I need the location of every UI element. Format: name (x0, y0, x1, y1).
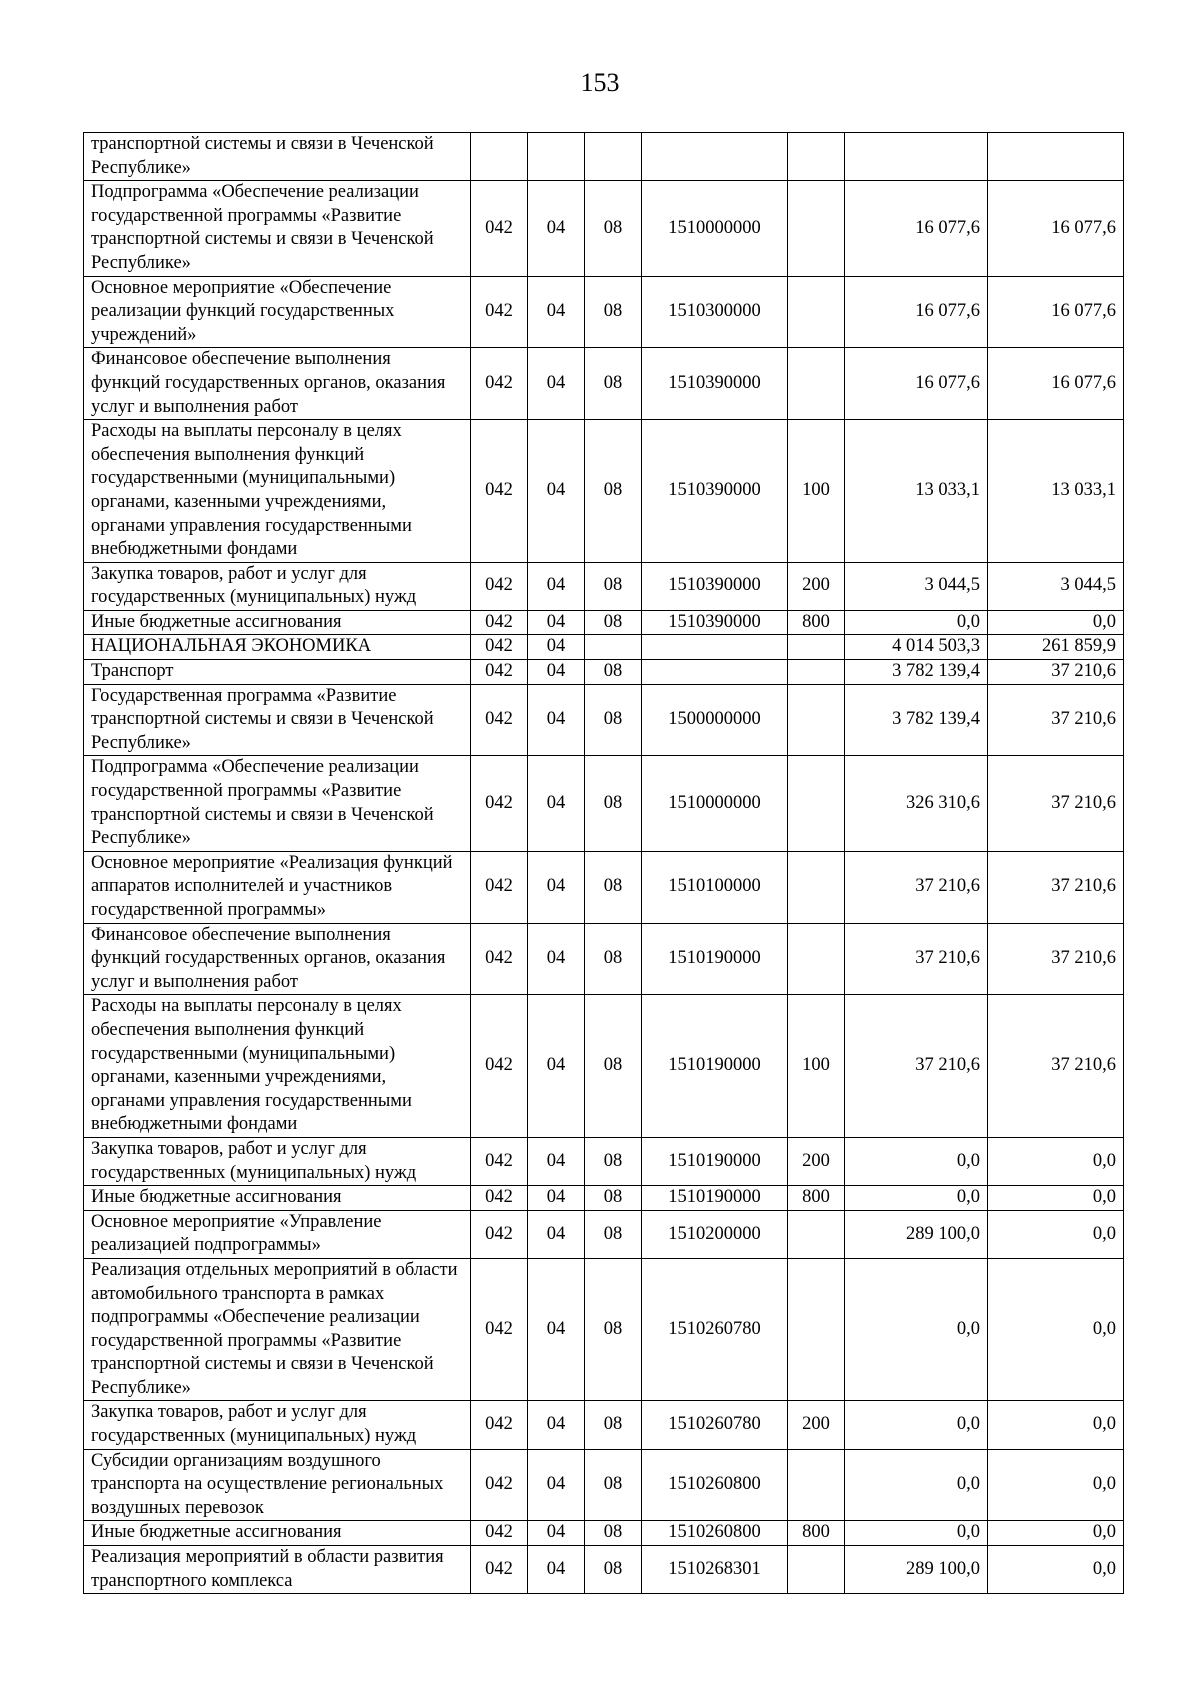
cell-csr: 1510268301 (642, 1546, 788, 1594)
cell-name: Иные бюджетные ассигнования (84, 1521, 471, 1546)
cell-rz: 04 (528, 1210, 585, 1258)
cell-vr (788, 851, 845, 923)
cell-vr (788, 1449, 845, 1521)
cell-sum1 (845, 133, 988, 181)
cell-rz (528, 133, 585, 181)
cell-sum2: 0,0 (988, 1258, 1124, 1401)
cell-csr (642, 133, 788, 181)
cell-name: Реализация отдельных мероприятий в области автомобильного транспорта в рамках подпрограммы «Обеспечение реализации государственной программы «Развитие транспортной системы и связи в Чеченской Республике» (84, 1258, 471, 1401)
cell-grbs: 042 (471, 1546, 528, 1594)
cell-csr: 1510000000 (642, 756, 788, 851)
cell-rz: 04 (528, 756, 585, 851)
cell-pr: 08 (585, 756, 642, 851)
cell-grbs: 042 (471, 995, 528, 1138)
cell-grbs: 042 (471, 635, 528, 660)
cell-sum1: 0,0 (845, 1258, 988, 1401)
cell-csr (642, 635, 788, 660)
table-row (84, 1210, 1124, 1258)
cell-csr: 1510260780 (642, 1258, 788, 1401)
cell-csr: 1510190000 (642, 995, 788, 1138)
cell-rz: 04 (528, 276, 585, 348)
cell-grbs: 042 (471, 684, 528, 756)
cell-pr: 08 (585, 923, 642, 995)
cell-sum2: 0,0 (988, 1521, 1124, 1546)
cell-csr: 1510260780 (642, 1401, 788, 1449)
cell-rz: 04 (528, 1137, 585, 1185)
table-row (84, 276, 1124, 348)
cell-pr: 08 (585, 660, 642, 685)
cell-vr: 200 (788, 562, 845, 610)
cell-pr: 08 (585, 1258, 642, 1401)
cell-name: Государственная программа «Развитие транспортной системы и связи в Чеченской Республике» (84, 684, 471, 756)
cell-grbs: 042 (471, 1258, 528, 1401)
cell-name: Подпрограмма «Обеспечение реализации государственной программы «Развитие транспортной системы и связи в Чеченской Республике» (84, 181, 471, 276)
cell-vr (788, 1210, 845, 1258)
cell-rz: 04 (528, 420, 585, 563)
cell-name: Финансовое обеспечение выполнения функций государственных органов, оказания услуг и выполнения работ (84, 923, 471, 995)
cell-sum1: 326 310,6 (845, 756, 988, 851)
cell-pr: 08 (585, 610, 642, 635)
cell-grbs: 042 (471, 1401, 528, 1449)
cell-grbs (471, 133, 528, 181)
cell-sum2: 37 210,6 (988, 923, 1124, 995)
table-row (84, 1186, 1124, 1211)
cell-csr: 1510100000 (642, 851, 788, 923)
cell-pr: 08 (585, 276, 642, 348)
cell-pr: 08 (585, 1186, 642, 1211)
table-row (84, 756, 1124, 851)
table-row (84, 635, 1124, 660)
cell-sum1: 3 044,5 (845, 562, 988, 610)
cell-vr (788, 133, 845, 181)
table-row (84, 851, 1124, 923)
cell-grbs: 042 (471, 756, 528, 851)
cell-sum2: 16 077,6 (988, 348, 1124, 420)
budget-table (83, 132, 1124, 1594)
cell-rz: 04 (528, 1521, 585, 1546)
table-row (84, 1401, 1124, 1449)
cell-sum2: 0,0 (988, 1401, 1124, 1449)
cell-rz: 04 (528, 610, 585, 635)
cell-csr: 1510390000 (642, 420, 788, 563)
cell-pr: 08 (585, 1210, 642, 1258)
cell-vr (788, 684, 845, 756)
cell-csr (642, 660, 788, 685)
cell-grbs: 042 (471, 420, 528, 563)
cell-grbs: 042 (471, 276, 528, 348)
cell-sum2: 0,0 (988, 1546, 1124, 1594)
cell-sum1: 37 210,6 (845, 851, 988, 923)
cell-csr: 1510260800 (642, 1449, 788, 1521)
cell-grbs: 042 (471, 181, 528, 276)
cell-grbs: 042 (471, 1137, 528, 1185)
table-row (84, 610, 1124, 635)
cell-csr: 1510390000 (642, 562, 788, 610)
cell-rz: 04 (528, 562, 585, 610)
cell-pr (585, 133, 642, 181)
cell-rz: 04 (528, 1546, 585, 1594)
cell-rz: 04 (528, 684, 585, 756)
cell-name: Транспорт (84, 660, 471, 685)
cell-rz: 04 (528, 851, 585, 923)
table-row (84, 562, 1124, 610)
cell-vr (788, 923, 845, 995)
cell-sum2: 37 210,6 (988, 851, 1124, 923)
cell-csr: 1510190000 (642, 1186, 788, 1211)
cell-name: Закупка товаров, работ и услуг для государственных (муниципальных) нужд (84, 562, 471, 610)
cell-pr: 08 (585, 1137, 642, 1185)
cell-csr: 1510300000 (642, 276, 788, 348)
cell-name: НАЦИОНАЛЬНАЯ ЭКОНОМИКА (84, 635, 471, 660)
cell-sum2: 37 210,6 (988, 756, 1124, 851)
cell-sum2: 261 859,9 (988, 635, 1124, 660)
cell-rz: 04 (528, 635, 585, 660)
table-row (84, 1258, 1124, 1401)
cell-pr: 08 (585, 1546, 642, 1594)
cell-name: Закупка товаров, работ и услуг для государственных (муниципальных) нужд (84, 1137, 471, 1185)
cell-pr: 08 (585, 851, 642, 923)
cell-vr (788, 1258, 845, 1401)
table-row (84, 995, 1124, 1138)
cell-rz: 04 (528, 1186, 585, 1211)
cell-sum1: 13 033,1 (845, 420, 988, 563)
cell-pr: 08 (585, 684, 642, 756)
cell-sum2 (988, 133, 1124, 181)
cell-pr: 08 (585, 1401, 642, 1449)
table-row (84, 923, 1124, 995)
cell-pr: 08 (585, 1449, 642, 1521)
cell-csr: 1510260800 (642, 1521, 788, 1546)
cell-sum2: 0,0 (988, 1449, 1124, 1521)
cell-sum2: 0,0 (988, 1186, 1124, 1211)
cell-vr (788, 348, 845, 420)
cell-sum1: 16 077,6 (845, 276, 988, 348)
cell-sum2: 13 033,1 (988, 420, 1124, 563)
table-row (84, 348, 1124, 420)
cell-vr (788, 756, 845, 851)
cell-sum1: 16 077,6 (845, 181, 988, 276)
cell-rz: 04 (528, 1449, 585, 1521)
cell-sum2: 16 077,6 (988, 181, 1124, 276)
cell-pr: 08 (585, 420, 642, 563)
cell-pr: 08 (585, 995, 642, 1138)
cell-sum1: 289 100,0 (845, 1546, 988, 1594)
cell-vr: 200 (788, 1137, 845, 1185)
cell-csr: 1500000000 (642, 684, 788, 756)
cell-sum2: 3 044,5 (988, 562, 1124, 610)
cell-grbs: 042 (471, 1210, 528, 1258)
cell-sum1: 289 100,0 (845, 1210, 988, 1258)
cell-grbs: 042 (471, 1449, 528, 1521)
cell-csr: 1510000000 (642, 181, 788, 276)
cell-vr: 800 (788, 610, 845, 635)
cell-vr: 100 (788, 420, 845, 563)
cell-vr (788, 276, 845, 348)
cell-csr: 1510190000 (642, 1137, 788, 1185)
cell-name: транспортной системы и связи в Чеченской Республике» (84, 133, 471, 181)
cell-rz: 04 (528, 995, 585, 1138)
cell-sum1: 0,0 (845, 1186, 988, 1211)
table-row (84, 1521, 1124, 1546)
cell-name: Подпрограмма «Обеспечение реализации государственной программы «Развитие транспортной системы и связи в Чеченской Республике» (84, 756, 471, 851)
cell-name: Субсидии организациям воздушного транспорта на осуществление региональных воздушных перевозок (84, 1449, 471, 1521)
cell-rz: 04 (528, 1258, 585, 1401)
table-row (84, 420, 1124, 563)
cell-sum1: 0,0 (845, 1401, 988, 1449)
cell-csr: 1510190000 (642, 923, 788, 995)
cell-sum1: 4 014 503,3 (845, 635, 988, 660)
cell-sum1: 0,0 (845, 1449, 988, 1521)
cell-sum1: 0,0 (845, 1137, 988, 1185)
cell-sum1: 37 210,6 (845, 923, 988, 995)
cell-rz: 04 (528, 660, 585, 685)
cell-vr (788, 1546, 845, 1594)
cell-grbs: 042 (471, 660, 528, 685)
table-row (84, 1137, 1124, 1185)
cell-name: Расходы на выплаты персоналу в целях обеспечения выполнения функций государственными (муниципальными) органами, казенными учреждениями, органами управления государственными внебюджетными фондами (84, 995, 471, 1138)
cell-pr: 08 (585, 181, 642, 276)
cell-grbs: 042 (471, 348, 528, 420)
cell-vr (788, 181, 845, 276)
cell-name: Закупка товаров, работ и услуг для государственных (муниципальных) нужд (84, 1401, 471, 1449)
cell-sum2: 37 210,6 (988, 660, 1124, 685)
table-row (84, 1546, 1124, 1594)
cell-grbs: 042 (471, 923, 528, 995)
cell-name: Расходы на выплаты персоналу в целях обеспечения выполнения функций государственными (муниципальными) органами, казенными учреждениями, органами управления государственными внебюджетными фондами (84, 420, 471, 563)
cell-sum2: 0,0 (988, 610, 1124, 635)
cell-vr (788, 635, 845, 660)
cell-pr (585, 635, 642, 660)
cell-csr: 1510390000 (642, 610, 788, 635)
cell-grbs: 042 (471, 1186, 528, 1211)
cell-name: Финансовое обеспечение выполнения функций государственных органов, оказания услуг и выполнения работ (84, 348, 471, 420)
cell-pr: 08 (585, 562, 642, 610)
cell-vr: 800 (788, 1521, 845, 1546)
cell-sum2: 0,0 (988, 1137, 1124, 1185)
cell-rz: 04 (528, 181, 585, 276)
cell-name: Основное мероприятие «Обеспечение реализации функций государственных учреждений» (84, 276, 471, 348)
table-row (84, 660, 1124, 685)
budget-table-body (84, 133, 1124, 1594)
cell-name: Иные бюджетные ассигнования (84, 1186, 471, 1211)
table-row (84, 1449, 1124, 1521)
cell-sum2: 37 210,6 (988, 684, 1124, 756)
cell-sum1: 0,0 (845, 1521, 988, 1546)
cell-sum1: 37 210,6 (845, 995, 988, 1138)
cell-vr (788, 660, 845, 685)
cell-rz: 04 (528, 348, 585, 420)
page-number: 153 (580, 68, 620, 97)
cell-grbs: 042 (471, 1521, 528, 1546)
cell-sum1: 3 782 139,4 (845, 660, 988, 685)
cell-grbs: 042 (471, 610, 528, 635)
cell-name: Реализация мероприятий в области развития транспортного комплекса (84, 1546, 471, 1594)
table-row (84, 133, 1124, 181)
cell-sum2: 37 210,6 (988, 995, 1124, 1138)
table-row (84, 181, 1124, 276)
cell-grbs: 042 (471, 562, 528, 610)
cell-csr: 1510390000 (642, 348, 788, 420)
cell-name: Иные бюджетные ассигнования (84, 610, 471, 635)
cell-pr: 08 (585, 348, 642, 420)
cell-sum1: 16 077,6 (845, 348, 988, 420)
cell-vr: 800 (788, 1186, 845, 1211)
cell-sum2: 0,0 (988, 1210, 1124, 1258)
cell-csr: 1510200000 (642, 1210, 788, 1258)
cell-rz: 04 (528, 1401, 585, 1449)
cell-name: Основное мероприятие «Управление реализацией подпрограммы» (84, 1210, 471, 1258)
cell-sum2: 16 077,6 (988, 276, 1124, 348)
cell-sum1: 0,0 (845, 610, 988, 635)
cell-rz: 04 (528, 923, 585, 995)
cell-grbs: 042 (471, 851, 528, 923)
cell-name: Основное мероприятие «Реализация функций аппаратов исполнителей и участников государственной программы» (84, 851, 471, 923)
cell-pr: 08 (585, 1521, 642, 1546)
cell-vr: 200 (788, 1401, 845, 1449)
cell-vr: 100 (788, 995, 845, 1138)
cell-sum1: 3 782 139,4 (845, 684, 988, 756)
table-row (84, 684, 1124, 756)
